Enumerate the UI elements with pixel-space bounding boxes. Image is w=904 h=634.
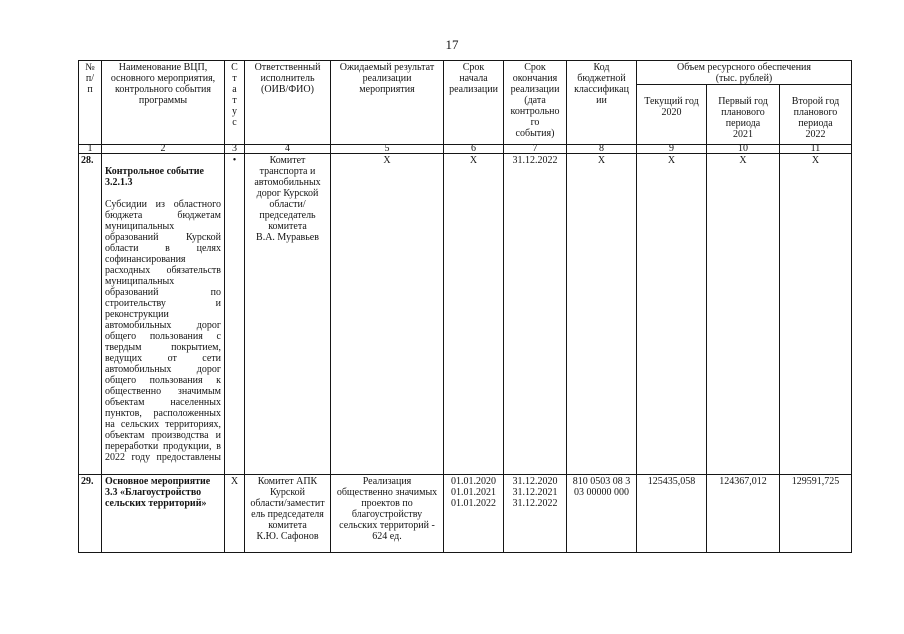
funding-current-year: 125435,058 (637, 475, 707, 553)
funding-current-year: Х (637, 154, 707, 475)
funding-second-plan-year: 129591,725 (780, 475, 852, 553)
column-number: 9 (637, 145, 707, 154)
column-number: 5 (331, 145, 444, 154)
start-date: 01.01.2020 01.01.2021 01.01.2022 (444, 475, 504, 553)
item-description: Субсидии из областного бюджета бюджетам муниципальных образований Курской области в целях софинансирования расходных обязательств муниципальных образований по строительству и реконструкции автомобильных дорог общего пользования с твердым покрытием, ведущих от сети автомобильных дорог общего пользования к общественно значимым объектам населенных пунктов, расположенных на сельских территориях, объектам производства и переработки продукции, в 2022 году предоставлены (105, 199, 221, 463)
page-number: 17 (445, 37, 459, 52)
column-number: 10 (707, 145, 780, 154)
column-number: 8 (567, 145, 637, 154)
funding-first-plan-year: 124367,012 (707, 475, 780, 553)
column-number: 1 (79, 145, 102, 154)
header-status: С т а т у с (225, 61, 245, 145)
column-number: 6 (444, 145, 504, 154)
responsible-executor: Комитет транспорта и автомобильных дорог Курской области/ председатель комитета В.А. Муравьев (245, 154, 331, 475)
header-funding-second-plan-year: Второй год планового периода 2022 (780, 85, 852, 145)
header-funding-current-year: Текущий год 2020 (637, 85, 707, 145)
item-number: 29. (79, 475, 102, 553)
item-title: Контрольное событие 3.2.1.3 (105, 166, 204, 188)
status-mark: Х (225, 475, 245, 553)
item-title: Основное мероприятие 3.3 «Благоустройство сельских территорий» (102, 475, 225, 553)
column-number: 7 (504, 145, 567, 154)
item-name-cell (102, 154, 225, 475)
column-numbers-row (79, 145, 852, 154)
header-end-date: Срок окончания реализации (дата контрольно го события) (504, 61, 567, 145)
funding-first-plan-year: Х (707, 154, 780, 475)
column-number: 2 (102, 145, 225, 154)
column-number: 3 (225, 145, 245, 154)
header-name: Наименование ВЦП, основного мероприятия, контрольного события программы (102, 61, 225, 145)
table-row (79, 154, 852, 475)
budget-code: 810 0503 08 3 03 00000 000 (567, 475, 637, 553)
responsible-executor: Комитет АПК Курской области/заместит ель председателя комитета К.Ю. Сафонов (245, 475, 331, 553)
header-row (79, 61, 852, 85)
program-activities-table (78, 60, 852, 553)
start-date: Х (444, 154, 504, 475)
header-budget-code: Код бюджетной классификац ии (567, 61, 637, 145)
header-start-date: Срок начала реализации (444, 61, 504, 145)
end-date: 31.12.2022 (504, 154, 567, 475)
item-number: 28. (79, 154, 102, 475)
header-funding-first-plan-year: Первый год планового периода 2021 (707, 85, 780, 145)
budget-code: Х (567, 154, 637, 475)
funding-second-plan-year: Х (780, 154, 852, 475)
column-number: 11 (780, 145, 852, 154)
header-expected-result: Ожидаемый результат реализации мероприятия (331, 61, 444, 145)
end-date: 31.12.2020 31.12.2021 31.12.2022 (504, 475, 567, 553)
header-funding-group: Объем ресурсного обеспечения (тыс. рублей) (637, 61, 852, 85)
header-item-number: № п/ п (79, 61, 102, 145)
header-responsible: Ответственный исполнитель (ОИВ/ФИО) (245, 61, 331, 145)
expected-result: Реализация общественно значимых проектов по благоустройству сельских территорий - 624 ед. (331, 475, 444, 553)
status-mark: • (225, 154, 245, 475)
table-row (79, 475, 852, 553)
column-number: 4 (245, 145, 331, 154)
expected-result: Х (331, 154, 444, 475)
